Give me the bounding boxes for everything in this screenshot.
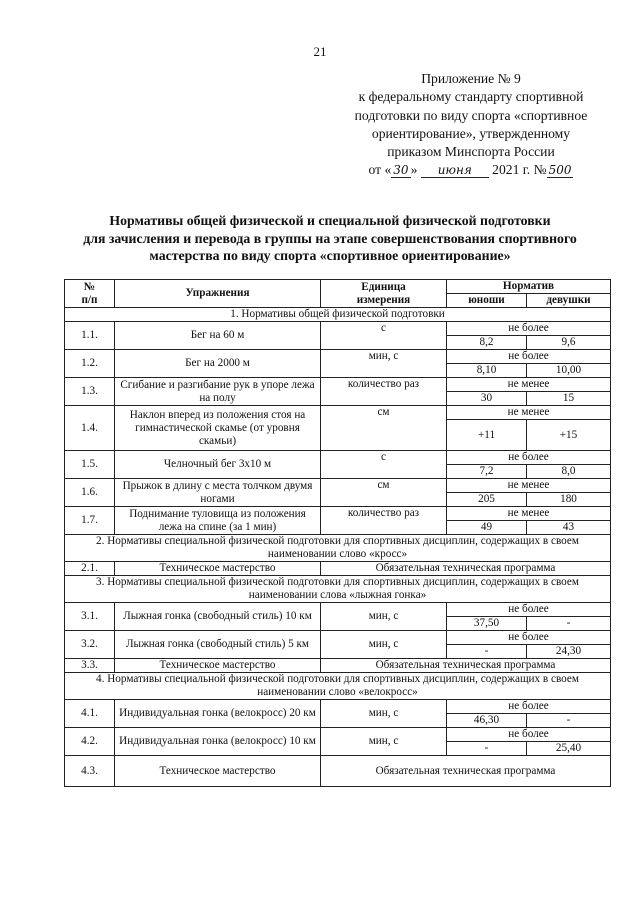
table-cell: Техническое мастерство [115, 756, 321, 787]
table-cell: Сгибание и разгибание рук в упоре лежа на полу [115, 378, 321, 406]
header-girls: девушки [527, 294, 611, 308]
table-cell: Лыжная гонка (свободный стиль) 5 км [115, 631, 321, 659]
table-cell: Индивидуальная гонка (велокросс) 10 км [115, 728, 321, 756]
header-norm: Норматив [447, 280, 611, 294]
table-cell: не более [447, 631, 611, 645]
table-cell: мин, с [321, 631, 447, 659]
table-cell: 4.3. [65, 756, 115, 787]
handwritten-day: 30 [393, 163, 409, 178]
appendix-line: приказом Минспорта России [387, 144, 555, 160]
date-mid: » [410, 162, 418, 178]
table-cell: Обязательная техническая программа [321, 659, 611, 673]
table-cell: мин, с [321, 603, 447, 631]
table-cell: с [321, 451, 447, 479]
table-cell: 4.2. [65, 728, 115, 756]
table-cell: - [527, 617, 611, 631]
table-cell: Лыжная гонка (свободный стиль) 10 км [115, 603, 321, 631]
table-cell: 43 [527, 521, 611, 535]
table-cell: 2.1. [65, 562, 115, 576]
appendix-date-line [335, 161, 607, 179]
table-cell: 2. Нормативы специальной физической подготовки для спортивных дисциплин, содержащих в своем наименовании слово «кросс» [65, 535, 611, 562]
table-row [65, 631, 611, 645]
table-row [65, 479, 611, 493]
table-cell: мин, с [321, 700, 447, 728]
table-cell: 1.6. [65, 479, 115, 507]
table-cell: Челночный бег 3х10 м [115, 451, 321, 479]
table-cell: 180 [527, 493, 611, 507]
table-cell: 8,2 [447, 336, 527, 350]
appendix-line: ориентирование», утвержденному [371, 125, 571, 141]
table-cell: 15 [527, 392, 611, 406]
table-cell: не менее [447, 406, 611, 420]
table-cell: см [321, 479, 447, 507]
header-unit: Единица измерения [321, 280, 447, 308]
table-cell: Бег на 60 м [115, 322, 321, 350]
table-cell: не более [447, 322, 611, 336]
table-cell: Прыжок в длину с места толчком двумя ногами [115, 479, 321, 507]
table-cell: 9,6 [527, 336, 611, 350]
table-cell: 3.3. [65, 659, 115, 673]
standards-table [64, 279, 611, 787]
appendix-line: Приложение № 9 [421, 71, 521, 86]
table-cell: - [447, 742, 527, 756]
table-cell: Индивидуальная гонка (велокросс) 20 км [115, 700, 321, 728]
section-row [65, 308, 611, 322]
table-cell: Техническое мастерство [115, 562, 321, 576]
table-cell: не менее [447, 507, 611, 521]
table-cell: - [447, 645, 527, 659]
section-row [65, 673, 611, 700]
table-cell: 1.7. [65, 507, 115, 535]
document-title [40, 212, 620, 265]
table-row [65, 603, 611, 617]
table-row [65, 406, 611, 420]
table-cell: количество раз [321, 507, 447, 535]
table-cell: 1.1. [65, 322, 115, 350]
table-cell: не более [447, 603, 611, 617]
table-cell: Обязательная техническая программа [321, 562, 611, 576]
table-cell: не менее [447, 378, 611, 392]
table-cell: Наклон вперед из положения стоя на гимнастической скамье (от уровня скамьи) [115, 406, 321, 451]
table-cell: мин, с [321, 350, 447, 378]
table-cell: +11 [447, 420, 527, 451]
table-cell: 7,2 [447, 465, 527, 479]
table-cell: 49 [447, 521, 527, 535]
table-cell: 8,0 [527, 465, 611, 479]
table-cell: 25,40 [527, 742, 611, 756]
table-cell: 8,10 [447, 364, 527, 378]
table-cell: - [527, 714, 611, 728]
table-row [65, 756, 611, 787]
table-cell: 24,30 [527, 645, 611, 659]
table-cell: не более [447, 700, 611, 714]
table-row [65, 507, 611, 521]
table-cell: Поднимание туловища из положения лежа на спине (за 1 мин) [115, 507, 321, 535]
table-cell: не более [447, 728, 611, 742]
table-cell: 205 [447, 493, 527, 507]
handwritten-number: 500 [548, 163, 572, 178]
table-cell: 3. Нормативы специальной физической подготовки для спортивных дисциплин, содержащих в своем наименовании слова «лыжная гонка» [65, 576, 611, 603]
table-cell: 1.5. [65, 451, 115, 479]
appendix-line: подготовки по виду спорта «спортивное [354, 107, 588, 123]
table-row [65, 322, 611, 336]
table-cell: не более [447, 350, 611, 364]
header-number: № п/п [65, 280, 115, 308]
section-row [65, 535, 611, 562]
table-cell: 3.2. [65, 631, 115, 659]
table-cell: 1.4. [65, 406, 115, 451]
table-row [65, 728, 611, 742]
table-cell: +15 [527, 420, 611, 451]
table-cell: количество раз [321, 378, 447, 406]
appendix-header [335, 70, 607, 180]
date-year: 2021 г. № [492, 162, 547, 178]
table-cell: Бег на 2000 м [115, 350, 321, 378]
table-cell: 1.2. [65, 350, 115, 378]
table-row [65, 700, 611, 714]
table-cell: 46,30 [447, 714, 527, 728]
table-cell: 10,00 [527, 364, 611, 378]
table-cell: см [321, 406, 447, 451]
date-prefix: от « [368, 162, 392, 178]
table-cell: 3.1. [65, 603, 115, 631]
table-row [65, 378, 611, 392]
table-cell: не менее [447, 479, 611, 493]
table-cell: 37,50 [447, 617, 527, 631]
table-row [65, 350, 611, 364]
table-cell: 30 [447, 392, 527, 406]
table-cell: 4. Нормативы специальной физической подготовки для спортивных дисциплин, содержащих в своем наименовании слово «велокросс» [65, 673, 611, 700]
table-cell: с [321, 322, 447, 350]
table-header-row [65, 280, 611, 294]
page-number: 21 [313, 44, 327, 59]
table-cell: Обязательная техническая программа [321, 756, 611, 787]
section-row [65, 576, 611, 603]
table-row [65, 451, 611, 465]
header-exercise: Упражнения [115, 280, 321, 308]
table-cell: 1. Нормативы общей физической подготовки [65, 308, 611, 322]
table-cell: 1.3. [65, 378, 115, 406]
title-line: для зачисления и перевода в группы на этапе совершенствования спортивного [83, 230, 577, 246]
title-line: Нормативы общей физической и специальной физической подготовки [109, 213, 551, 228]
handwritten-month: июня [421, 164, 489, 178]
header-boys: юноши [447, 294, 527, 308]
table-cell: мин, с [321, 728, 447, 756]
appendix-line: к федеральному стандарту спортивной [358, 89, 584, 105]
table-cell: 4.1. [65, 700, 115, 728]
title-line: мастерства по виду спорта «спортивное ориентирование» [149, 248, 511, 264]
table-row [65, 659, 611, 673]
table-row [65, 562, 611, 576]
table-cell: не более [447, 451, 611, 465]
table-cell: Техническое мастерство [115, 659, 321, 673]
